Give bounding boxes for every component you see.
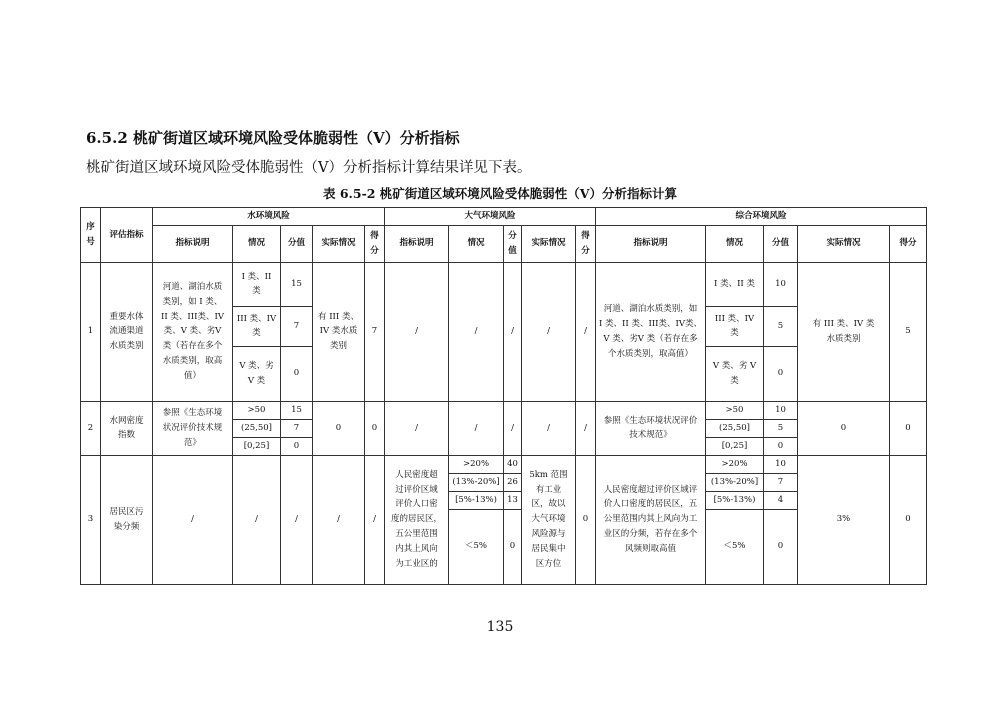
vulnerability-table [80, 207, 927, 585]
row1-total-case-3: V 类、劣 V 类 [706, 346, 764, 401]
header-air-desc: 指标说明 [385, 225, 449, 262]
row2-water-actual: 0 [313, 401, 365, 455]
lead-paragraph: 桃矿街道区域环境风险受体脆弱性（V）分析指标计算结果详见下表。 [86, 160, 532, 176]
row1-water-result: 7 [365, 262, 385, 401]
row3-air-case-4: ＜5% [449, 509, 504, 584]
row1-air-result: / [576, 262, 596, 401]
row1-air-actual: / [522, 262, 576, 401]
header-air-case: 情况 [449, 225, 504, 262]
row3-total-score-4: 0 [764, 509, 798, 584]
row1-water-actual: 有 III 类、 IV 类水质 类别 [313, 262, 365, 401]
row2-total-desc: 参照《生态环境状况评价 技术规范》 [596, 401, 706, 455]
row2-air-score: / [504, 401, 522, 455]
row2-water-score-3: 0 [281, 437, 313, 455]
row2-total-result: 0 [890, 401, 927, 455]
row2-seq: 2 [81, 401, 101, 455]
row2-water-desc: 参照《生态环境 状况评价技术规 范》 [153, 401, 233, 455]
row3-water-score: / [281, 455, 313, 584]
header-air-score: 分 值 [504, 225, 522, 262]
row3-air-score-2: 26 [504, 473, 522, 491]
row1-water-score-3: 0 [281, 346, 313, 401]
row3-water-result: / [365, 455, 385, 584]
row2-water-case-2: (25,50] [233, 419, 281, 437]
row2-water-case-3: [0,25] [233, 437, 281, 455]
row1-seq: 1 [81, 262, 101, 401]
header-total-result: 得分 [890, 225, 927, 262]
header-row-columns [81, 225, 927, 262]
row3-total-case-1: >20% [706, 455, 764, 473]
row1-air-case: / [449, 262, 504, 401]
header-total-case: 情况 [706, 225, 764, 262]
header-total-actual: 实际情况 [798, 225, 890, 262]
header-water-result: 得 分 [365, 225, 385, 262]
header-air-risk: 大气环境风险 [385, 208, 596, 226]
row3-total-score-1: 10 [764, 455, 798, 473]
row2-air-actual: / [522, 401, 576, 455]
row2-water-score-1: 15 [281, 401, 313, 419]
table-row [81, 455, 927, 473]
row3-air-score-4: 0 [504, 509, 522, 584]
row3-total-desc: 人民密度超过评价区域评 价人口密度的居民区，五 公里范围内其上风向为工 业区的分频，若存在多个 风频则取高值 [596, 455, 706, 584]
row2-total-case-2: (25,50] [706, 419, 764, 437]
row1-indicator: 重要水体 流通渠道 水质类别 [101, 262, 153, 401]
row2-total-case-3: [0,25] [706, 437, 764, 455]
row1-air-score: / [504, 262, 522, 401]
row2-air-case: / [449, 401, 504, 455]
row3-air-desc: 人民密度超 过评价区域 评价人口密 度的居民区， 五公里范围 内其上风向 为工业区的 [385, 455, 449, 584]
row1-water-case-3: V 类、劣 V 类 [233, 346, 281, 401]
row3-seq: 3 [81, 455, 101, 584]
row1-water-case-2: III 类、IV 类 [233, 306, 281, 346]
header-air-actual: 实际情况 [522, 225, 576, 262]
row2-indicator: 水网密度 指数 [101, 401, 153, 455]
header-water-actual: 实际情况 [313, 225, 365, 262]
header-total-risk: 综合环境风险 [596, 208, 927, 226]
header-air-result: 得 分 [576, 225, 596, 262]
row3-water-actual: / [313, 455, 365, 584]
row1-total-actual: 有 III 类、IV 类 水质类别 [798, 262, 890, 401]
row1-total-case-1: I 类、II 类 [706, 262, 764, 306]
row3-total-case-3: [5%-13%) [706, 491, 764, 509]
row1-water-score-2: 7 [281, 306, 313, 346]
row3-air-result: 0 [576, 455, 596, 584]
section-heading: 6.5.2 桃矿街道区域环境风险受体脆弱性（V）分析指标 [86, 129, 460, 147]
row1-water-desc: 河道、湖泊水质 类别，如 I 类、 II 类、III类、IV 类、V 类、劣V 类（若存在多个 水质类别，取高 值） [153, 262, 233, 401]
header-indicator: 评估指标 [101, 208, 153, 263]
header-water-case: 情况 [233, 225, 281, 262]
row3-total-case-4: ＜5% [706, 509, 764, 584]
row3-air-case-3: [5%-13%) [449, 491, 504, 509]
row2-total-score-3: 0 [764, 437, 798, 455]
row2-total-score-1: 10 [764, 401, 798, 419]
header-water-desc: 指标说明 [153, 225, 233, 262]
row2-total-actual: 0 [798, 401, 890, 455]
row1-air-desc: / [385, 262, 449, 401]
row2-air-desc: / [385, 401, 449, 455]
row1-total-desc: 河道、湖泊水质类别，如 I 类、II 类、III类、IV类、 V 类、劣V 类（若存在多 个水质类别，取高值） [596, 262, 706, 401]
row1-water-score-1: 15 [281, 262, 313, 306]
row1-water-case-1: I 类、II 类 [233, 262, 281, 306]
row2-total-case-1: >50 [706, 401, 764, 419]
row3-air-case-2: (13%-20%] [449, 473, 504, 491]
header-total-desc: 指标说明 [596, 225, 706, 262]
header-row-groups [81, 208, 927, 226]
row3-total-case-2: (13%-20%] [706, 473, 764, 491]
row3-total-actual: 3% [798, 455, 890, 584]
row3-air-case-1: >20% [449, 455, 504, 473]
row3-water-desc: / [153, 455, 233, 584]
page-number: 135 [486, 619, 514, 635]
row3-air-actual: 5km 范围 有工业 区，故以 大气环境 风险源与 居民集中 区方位 [522, 455, 576, 584]
row2-water-result: 0 [365, 401, 385, 455]
row3-air-score-3: 13 [504, 491, 522, 509]
row3-water-case: / [233, 455, 281, 584]
row1-total-case-2: III 类、IV 类 [706, 306, 764, 346]
row2-total-score-2: 5 [764, 419, 798, 437]
row1-total-score-2: 5 [764, 306, 798, 346]
header-total-score: 分值 [764, 225, 798, 262]
row1-total-score-3: 0 [764, 346, 798, 401]
header-water-score: 分值 [281, 225, 313, 262]
table-row [81, 262, 927, 306]
row3-total-score-3: 4 [764, 491, 798, 509]
header-seq: 序 号 [81, 208, 101, 263]
table-caption: 表 6.5-2 桃矿街道区域环境风险受体脆弱性（V）分析指标计算 [322, 186, 678, 201]
row2-air-result: / [576, 401, 596, 455]
row3-air-score-1: 40 [504, 455, 522, 473]
table-row [81, 401, 927, 419]
row3-total-score-2: 7 [764, 473, 798, 491]
row1-total-score-1: 10 [764, 262, 798, 306]
header-water-risk: 水环境风险 [153, 208, 385, 226]
row3-indicator: 居民区污 染分频 [101, 455, 153, 584]
row3-total-result: 0 [890, 455, 927, 584]
row1-total-result: 5 [890, 262, 927, 401]
row2-water-score-2: 7 [281, 419, 313, 437]
row2-water-case-1: >50 [233, 401, 281, 419]
